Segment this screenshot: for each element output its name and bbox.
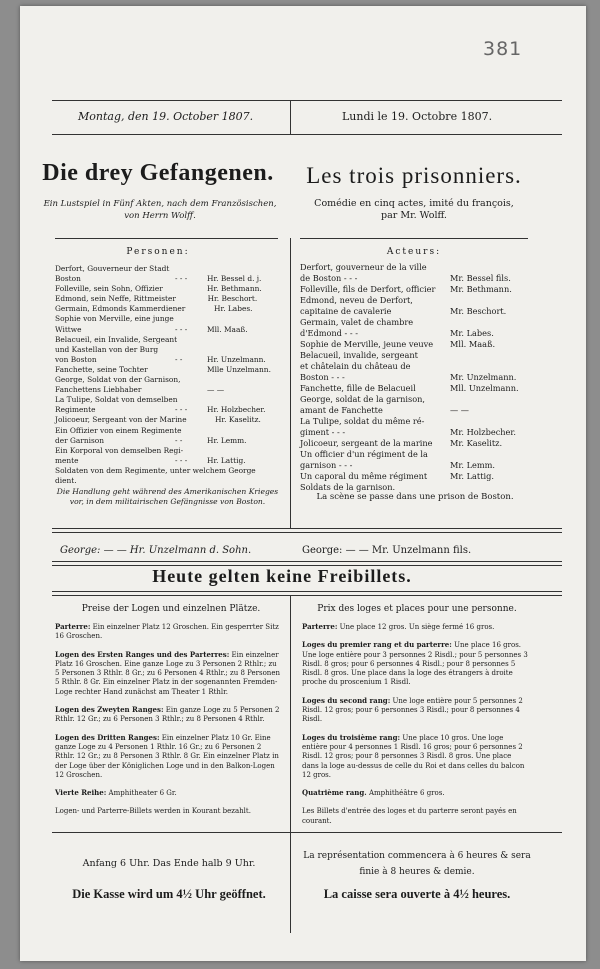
cast-actor: [262, 466, 277, 476]
price-entry: [55, 806, 283, 816]
cast-dots: - - -: [175, 274, 188, 284]
price-text: Les Billets d'entrée des loges et du parterre seront payés en courant.: [302, 807, 517, 825]
cast-role: Jolicoeur, Sergeant von der Marine: [55, 415, 187, 425]
date-divider: [290, 100, 291, 134]
cast-actor: Mr. Lemm.: [450, 460, 496, 470]
price-text: Ein einzelner Platz 10 Gr. Eine ganze Loge zu 4 Personen 1 Rthlr. 16 Gr.; zu 6 Personen 2 Rthlr. 12 Gr.; zu 8 Personen 3 Rthlr. 8 Gr. Ein einzelner Platz in der Loge über der Königlichen Loge und in den Balkon-Logen 12 Groschen.: [55, 733, 279, 779]
cast-role: und Kastellan von der Burg: [55, 344, 159, 354]
cast-dots: [177, 335, 208, 345]
cast-dots: [175, 476, 207, 486]
cast-role: La Tulipe, soldat du même ré-: [300, 416, 425, 426]
cast-actor: [450, 449, 530, 460]
cast-role: Derfort, Gouverneur der Stadt: [55, 264, 170, 273]
cast-dots: [175, 345, 207, 355]
cast-role: Sophie von Merville, eine junge: [55, 314, 174, 324]
cast-actor: Mr. Kaselitz.: [450, 438, 503, 448]
price-heading: Vierte Reihe:: [55, 788, 107, 798]
cast-actor: Mll. Maaß.: [450, 339, 496, 349]
cast-row: [55, 314, 277, 324]
cast-dots: [175, 284, 207, 294]
cast-row: [55, 345, 277, 355]
price-text: Ein einzelner Platz 16 Groschen. Eine ganze Loge zu 3 Personen 2 Rthlr.; zu 5 Personen 3 Rthlr. 8 Gr.; zu 6 Personen 4 Rthlr.; zu 8 Personen 5 Rthlr. 8 Gr. Ein einzelner Platz in der sogenannten Fremden-Loge rechter Hand zunächst am Theater 1 Rthlr.: [55, 650, 280, 696]
price-heading: Loges du troisième rang:: [302, 732, 401, 742]
cast-divider: [290, 238, 291, 528]
price-text: Amphithéâtre 6 gros.: [368, 789, 445, 798]
cast-row: [55, 415, 277, 425]
cast-header-de: Personen:: [126, 247, 190, 257]
cast-actor: Mll. Maaß.: [207, 324, 248, 334]
cast-row: [55, 284, 277, 294]
cast-role: Soldaten von dem Regimente, unter welchem George: [55, 465, 256, 475]
box-office-fr: La caisse sera ouverte à 4½ heures.: [323, 887, 511, 901]
cast-actor: Hr. Labes.: [214, 304, 253, 314]
price-entry: [302, 806, 530, 826]
cast-actor: Mll. Unzelmann.: [450, 383, 519, 393]
cast-actor: Hr. Bethmann.: [207, 284, 262, 294]
cast-row: [300, 262, 530, 273]
cast-row: [55, 436, 277, 446]
cast-dots: [185, 304, 214, 314]
cast-role: Regimente: [55, 405, 96, 415]
cast-actor: [207, 476, 277, 486]
price-heading: Quatrième rang.: [302, 788, 367, 798]
cast-actor: [209, 395, 277, 405]
price-heading: Logen des Ersten Ranges und des Parterres:: [55, 649, 230, 659]
cast-actor: Hr. Beschort.: [207, 294, 258, 304]
cast-role: Fanchette, seine Tochter: [55, 364, 148, 374]
title-de: Die drey Gefangenen.: [42, 160, 274, 186]
cast-actor: [207, 345, 277, 355]
george-note-de: George: — — Hr. Unzelmann d. Sohn.: [60, 545, 252, 556]
cast-role: dient.: [55, 475, 77, 485]
cast-actor: Mr. Bessel fils.: [450, 273, 511, 283]
cast-role: Folleville, sein Sohn, Offizier: [55, 284, 163, 294]
top-rule: [52, 100, 562, 101]
times-de: Anfang 6 Uhr. Das Ende halb 9 Uhr.: [82, 858, 256, 869]
cast-role: Edmond, sein Neffe, Rittmeister: [55, 294, 176, 304]
cast-role: Boston - - -: [300, 372, 345, 382]
cast-role: Folleville, fils de Derfort, officier: [300, 284, 436, 294]
cast-row: [300, 405, 530, 416]
cast-row: [300, 460, 530, 471]
cast-actor: Mr. Beschort.: [450, 306, 507, 316]
cast-actor: Hr. Unzelmann.: [207, 354, 266, 364]
cast-actor: [450, 317, 530, 328]
cast-role: Belacueil, invalide, sergeant: [300, 350, 418, 360]
price-text: Une place 12 gros. Un siège fermé 16 gros.: [339, 623, 495, 631]
subtitle-fr: Comédie en cinq actes, imité du françois, par Mr. Wolff.: [314, 198, 514, 221]
cast-row: [55, 335, 277, 345]
prices-list-fr: [302, 622, 530, 834]
date-de: Montag, den 19. October 1807.: [78, 110, 254, 123]
price-heading: Loges du premier rang et du parterre:: [302, 640, 452, 650]
cast-row: [55, 466, 277, 476]
cast-list-fr: [300, 262, 530, 493]
cast-rule-fr: [300, 238, 528, 239]
cast-role: d'Edmond - - -: [300, 328, 359, 338]
cast-role: mente: [55, 455, 79, 465]
subtitle-de: Ein Lustspiel in Fünf Akten, nach dem Französischen, von Herrn Wolff.: [43, 199, 277, 221]
cast-actor: Mr. Bethmann.: [450, 284, 512, 294]
cast-role: Ein Offizier von einem Regimente: [55, 425, 182, 435]
prices-list-de: [55, 622, 283, 825]
price-text: Ein ganze Loge zu 5 Personen 2 Rthlr. 12 Gr.; zu 6 Personen 3 Rthlr.; zu 8 Personen 4 Rthlr.: [55, 706, 280, 724]
cast-actor: — —: [450, 405, 469, 415]
cast-actor: [450, 295, 530, 306]
price-heading: Logen des Zweyten Ranges:: [55, 705, 164, 715]
cast-row: [55, 385, 277, 395]
cast-row: [300, 427, 530, 438]
cast-role: Germain, Edmonds Kammerdiener: [55, 304, 186, 314]
price-text: Une place 10 gros. Une loge entière pour 4 personnes 1 Risdl. 16 gros; pour 6 personnes 2 Risdl. 12 gros; pour 8 personnes 3 Risdl. 8 gros. Une place dans la loge au-dessus de celle du Roi et dans celles du balcon 12 gros.: [302, 733, 525, 779]
price-text: Ein einzelner Platz 12 Groschen. Ein gesperrter Sitz 16 Groschen.: [55, 623, 279, 641]
cast-dots: [175, 365, 207, 375]
cast-role: et châtelain du château de: [300, 361, 411, 371]
cast-actor: [212, 426, 278, 436]
cast-dots: - - -: [175, 455, 188, 465]
cast-role: Fanchette, fille de Belacueil: [300, 383, 416, 393]
cast-actor: [211, 375, 277, 385]
cast-row: [300, 438, 530, 449]
cast-actor: Hr. Lemm.: [207, 435, 247, 445]
setting-note-de: Die Handlung geht während des Amerikanischen Krieges vor, in dem militairischen Gefängnisse von Boston.: [56, 487, 279, 506]
price-entry: [302, 640, 530, 687]
cast-row: [55, 405, 277, 415]
no-free-tickets-banner: Heute gelten keine Freibillets.: [152, 566, 412, 586]
price-entry: [302, 733, 530, 780]
cast-role: giment - - -: [300, 427, 346, 437]
cast-role: von Boston: [55, 354, 97, 364]
cast-bottom-rule: [52, 528, 562, 533]
price-text: Une loge entière pour 5 personnes 2 Risdl. 12 gros; pour 6 personnes 3 Risdl.; pour 8 personnes 4 Risdl.: [302, 696, 523, 724]
cast-actor: Mr. Lattig.: [450, 471, 494, 481]
cast-role: Ein Korporal von demselben Regi-: [55, 445, 184, 455]
cast-dots: [176, 294, 208, 304]
cast-dots: - -: [175, 435, 183, 445]
cast-row: [55, 375, 277, 385]
price-heading: Logen des Dritten Ranges:: [55, 732, 160, 742]
cast-actor: Mr. Holzbecher.: [450, 427, 517, 437]
cast-row: [55, 304, 277, 314]
price-text: Logen- und Parterre-Billets werden in Kourant bezahlt.: [55, 807, 251, 816]
cast-role: Jolicoeur, sergeant de la marine: [300, 438, 433, 448]
cast-role: Edmond, neveu de Derfort,: [300, 295, 413, 305]
cast-row: [300, 383, 530, 394]
price-heading: Parterre:: [302, 622, 338, 631]
box-office-de: Die Kasse wird um 4½ Uhr geöffnet.: [72, 887, 266, 901]
cast-role: Belacueil, ein Invalide, Sergeant: [55, 334, 178, 344]
heute-bottom-rule: [52, 591, 562, 596]
cast-actor: — —: [207, 385, 225, 395]
cast-actor: [450, 361, 530, 372]
cast-row: [55, 446, 277, 456]
cast-row: [55, 325, 277, 335]
cast-role: garnison - - -: [300, 460, 353, 470]
setting-note-fr: La scène se passe dans une prison de Boston.: [316, 492, 514, 502]
date-fr: Lundi le 19. Octobre 1807.: [342, 110, 493, 123]
cast-dots: - - -: [175, 405, 188, 415]
cast-actor: Hr. Holzbecher.: [207, 405, 266, 415]
cast-dots: - -: [175, 354, 183, 364]
archive-number: 381: [483, 38, 523, 60]
cast-actor: [450, 350, 530, 361]
cast-actor: [450, 262, 530, 273]
cast-dots: - - -: [175, 324, 188, 334]
cast-role: George, Soldat von der Garnison,: [55, 375, 181, 385]
cast-row: [55, 264, 277, 274]
cast-list-de: [55, 264, 277, 486]
cast-row: [300, 449, 530, 460]
cast-role: La Tulipe, Soldat von demselben: [55, 395, 178, 405]
cast-actor: Hr. Bessel d. j.: [207, 274, 262, 284]
cast-actor: Mr. Unzelmann.: [450, 372, 517, 382]
cast-dots: [256, 466, 263, 476]
cast-row: [300, 306, 530, 317]
cast-row: [300, 339, 530, 350]
cast-dots: [177, 395, 208, 405]
prices-title-de: Preise der Logen und einzelnen Plätze.: [81, 604, 261, 614]
price-entry: [302, 622, 530, 632]
date-rule: [52, 134, 562, 135]
cast-dots: [175, 264, 207, 274]
cast-row: [300, 317, 530, 328]
cast-row: [55, 365, 277, 375]
cast-role: Soldats de la garnison.: [300, 482, 396, 492]
cast-actor: Hr. Lattig.: [207, 455, 246, 465]
cast-actor: [207, 314, 277, 324]
price-entry: [55, 788, 283, 798]
price-entry: [55, 733, 283, 780]
cast-dots: [182, 426, 212, 436]
cast-row: [300, 471, 530, 482]
cast-dots: [180, 375, 210, 385]
cast-actor: [213, 446, 277, 456]
price-text: Amphitheater 6 Gr.: [108, 789, 177, 798]
cast-row: [300, 372, 530, 383]
cast-dots: [175, 314, 207, 324]
cast-actor: [208, 335, 277, 345]
cast-role: Sophie de Merville, jeune veuve: [300, 339, 434, 349]
cast-row: [300, 284, 530, 295]
cast-row: [55, 476, 277, 486]
cast-row: [55, 294, 277, 304]
cast-role: Derfort, gouverneur de la ville: [300, 262, 427, 272]
cast-row: [300, 350, 530, 361]
cast-rule-de: [55, 238, 278, 239]
cast-role: Un officier d'un régiment de la: [300, 449, 428, 459]
cast-actor: Mr. Labes.: [450, 328, 494, 338]
cast-row: [55, 274, 277, 284]
cast-row: [300, 394, 530, 405]
title-fr: Les trois prisonniers.: [306, 163, 522, 188]
cast-actor: [207, 264, 277, 274]
cast-role: amant de Fanchette: [300, 405, 383, 415]
prices-bottom-rule: [52, 832, 562, 833]
cast-actor: [450, 394, 530, 405]
cast-row: [300, 361, 530, 372]
cast-row: [300, 416, 530, 427]
price-entry: [55, 705, 283, 725]
cast-dots: [187, 415, 215, 425]
cast-role: capitaine de cavalerie: [300, 306, 392, 316]
cast-role: der Garnison: [55, 435, 104, 445]
prices-title-fr: Prix des loges et places pour une personne.: [317, 604, 517, 614]
cast-row: [300, 273, 530, 284]
prices-divider: [290, 595, 291, 933]
cast-dots: [175, 385, 207, 395]
cast-row: [55, 355, 277, 365]
price-entry: [302, 696, 530, 725]
cast-role: Un caporal du même régiment: [300, 471, 428, 481]
george-note-fr: George: — — Mr. Unzelmann fils.: [302, 545, 472, 556]
cast-role: Germain, valet de chambre: [300, 317, 414, 327]
cast-role: de Boston - - -: [300, 273, 358, 283]
cast-actor: Hr. Kaselitz.: [214, 415, 261, 425]
cast-row: [300, 328, 530, 339]
cast-role: Wittwe: [55, 324, 82, 334]
cast-row: [300, 295, 530, 306]
cast-role: Fanchettens Liebhaber: [55, 385, 142, 395]
price-heading: Loges du second rang:: [302, 695, 391, 705]
price-entry: [55, 622, 283, 642]
cast-actor: Mlle Unzelmann.: [207, 364, 271, 374]
cast-row: [55, 395, 277, 405]
cast-header-fr: Acteurs:: [386, 247, 442, 257]
price-entry: [302, 788, 530, 798]
price-text: Une place 16 gros. Une loge entière pour 3 personnes 2 Risdl.; pour 5 personnes 3 Risdl. 8 gros; pour 6 personnes 4 Risdl.; pour 8 personnes 5 Risdl. 8 gros. Une place dans la loge des étrangers à droite proche du proscenium 1 Risdl.: [302, 641, 528, 687]
cast-role: George, soldat de la garnison,: [300, 394, 426, 404]
price-entry: [55, 650, 283, 697]
cast-dots: [183, 446, 212, 456]
price-heading: Parterre:: [55, 622, 91, 631]
cast-row: [55, 456, 277, 466]
cast-actor: [450, 416, 530, 427]
times-fr: La représentation commencera à 6 heures & sera finie à 8 heures & demie.: [303, 851, 531, 877]
cast-row: [55, 426, 277, 436]
cast-role: Boston: [55, 274, 81, 284]
